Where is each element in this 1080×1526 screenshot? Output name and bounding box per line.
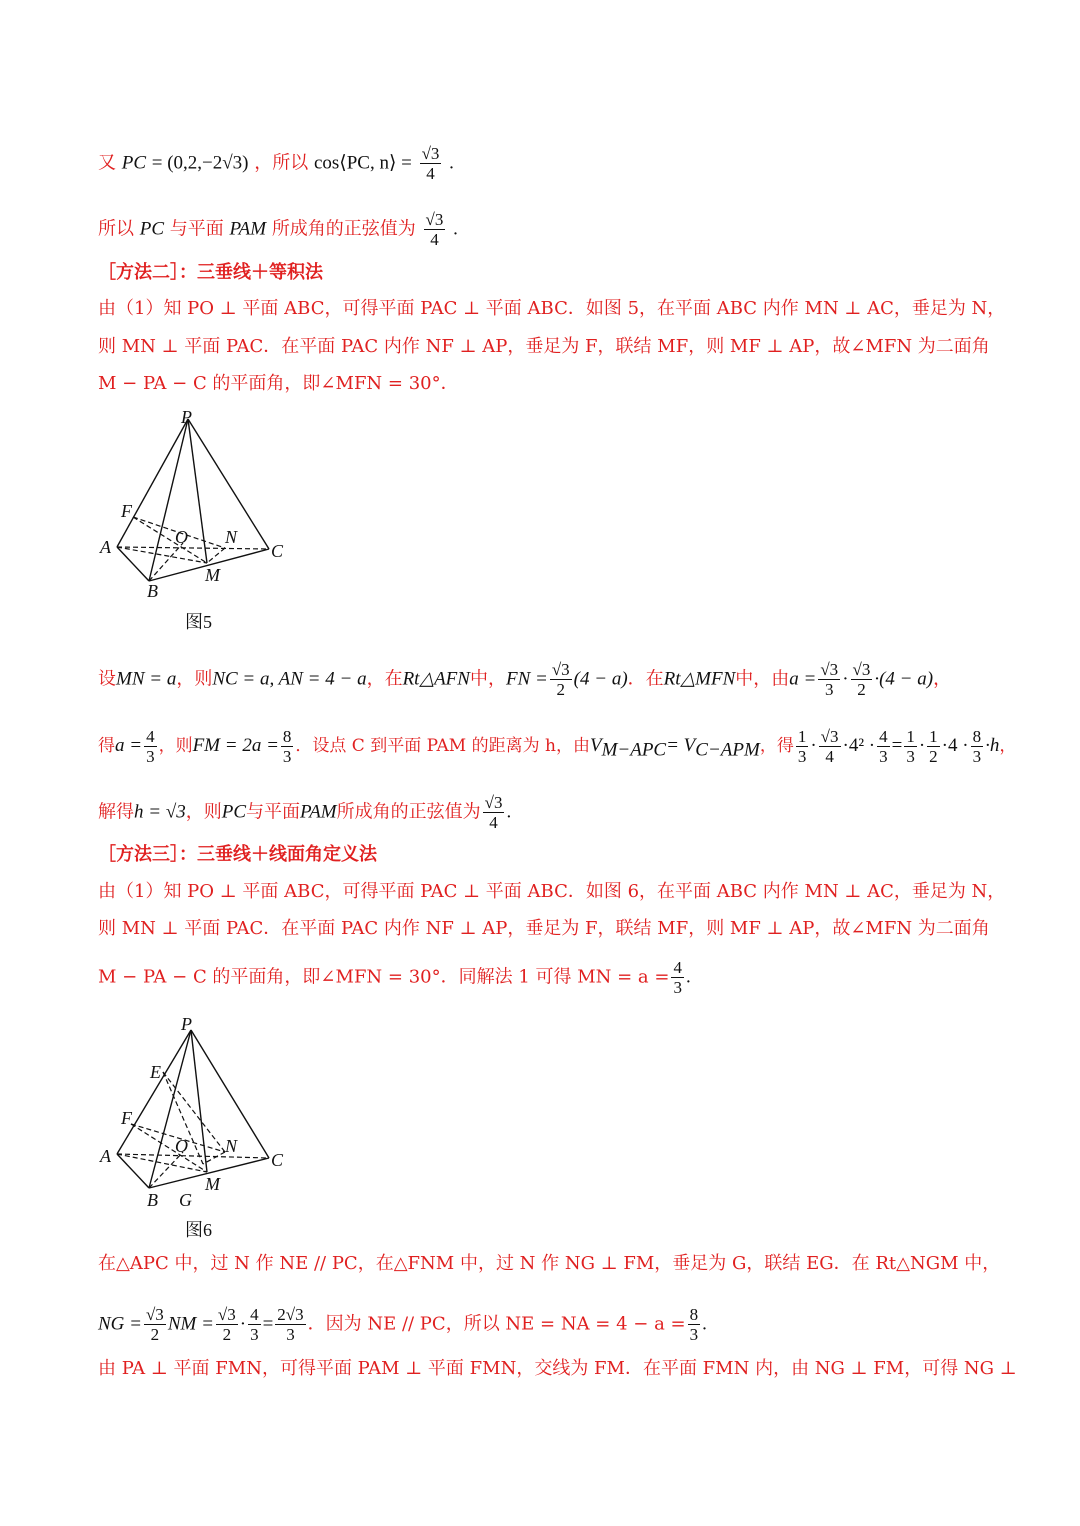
label-p: P [181,1014,192,1034]
line-pc-vector: 又 PC = (0,2,−2√3) ，所以 cos⟨PC, n⟩ = $\frac{√3}{4}$ . [98,144,454,183]
figure-5-caption: 图5 [185,612,212,632]
label-o: O [175,527,188,547]
para3-line1: 由（1）知 PO ⊥ 平面 ABC，可得平面 PAC ⊥ 平面 ABC．如图 6，在平面 ABC 内作 MN ⊥ AC，垂足为 N， [98,881,1006,902]
label-c: C [271,541,284,561]
label-a: A [100,537,111,557]
para2-line3: M − PA − C 的平面角，即∠MFN = 30°． [98,373,459,394]
para3-line3: M − PA − C 的平面角，即∠MFN = 30°．同解法 1 可得 MN = a = $\frac{4}{3}$ . [98,958,691,997]
para4-line1: 在△APC 中，过 N 作 NE // PC，在△FNM 中，过 N 作 NG ⊥ FM，垂足为 G，联结 EG．在 Rt△NGM 中， [98,1253,1001,1274]
equation-line-2: 得a = $\frac{4}{3}$ ，则FM = 2a = $\frac{8}{3}$ ．设点 C 到平面 PAM 的距离为 h，由$V_{M-APC}= V_{C-APM}$，得 $\frac{1}{3}$ · $\frac{√3}{4}$ ·4² · $\frac{4}{3}$ = $\frac{1}{3}$ · $\frac{1}{2}$ ·4 · $\frac{8}{3}$ ·h， [98,727,1017,766]
label-a: A [100,1146,111,1166]
method-3-heading: ［方法三］：三垂线＋线面角定义法 [98,844,377,865]
fraction: $\frac{√3}{4}$ [425,210,444,249]
fraction: $\frac{√3}{4}$ [421,144,440,183]
label-f: F [121,1108,132,1128]
label-e: E [150,1062,161,1082]
para5-line1: 由 PA ⊥ 平面 FMN，可得平面 PAM ⊥ 平面 FMN，交线为 FM．在平面 FMN 内，由 NG ⊥ FM，可得 NG ⊥ [98,1358,1017,1379]
method-2-heading: ［方法二］：三垂线＋等积法 [98,262,323,283]
equation-line-4: NG = $\frac{√3}{2}$ NM = $\frac{√3}{2}$ · $\frac{4}{3}$ = $\frac{2√3}{3}$ ．因为 NE // PC，所以 NE = NA = 4 − a = $\frac{8}{3}$ . [98,1305,707,1344]
label-b: B [147,581,158,601]
para2-line2: 则 MN ⊥ 平面 PAC．在平面 PAC 内作 NF ⊥ AP，垂足为 F，联结 MF，则 MF ⊥ AP，故∠MFN 为二面角 [98,336,990,357]
para3-line2: 则 MN ⊥ 平面 PAC．在平面 PAC 内作 NF ⊥ AP，垂足为 F，联结 MF，则 MF ⊥ AP，故∠MFN 为二面角 [98,918,990,939]
label-m: M [205,565,220,585]
para2-line1: 由（1）知 PO ⊥ 平面 ABC，可得平面 PAC ⊥ 平面 ABC．如图 5，在平面 ABC 内作 MN ⊥ AC，垂足为 N， [98,298,1006,319]
figure-5-pyramid [95,405,295,605]
label-p: P [181,407,192,427]
label-c: C [271,1150,284,1170]
label-f: F [121,501,132,521]
label-g: G [179,1190,192,1210]
label-m: M [205,1174,220,1194]
figure-6-pyramid [95,1012,295,1212]
label-o: O [175,1136,188,1156]
equation-line-1: 设MN = a，则NC = a, AN = 4 − a，在Rt△AFN中，FN = $\frac{√3}{2}$ (4 − a)．在Rt△MFN中，由a = $\frac{√3}{3}$ · $\frac{√3}{2}$ ·(4 − a)， [98,660,952,699]
line-sine-result-1: 所以 PC 与平面 PAM 所成角的正弦值为 $\frac{√3}{4}$ . [98,210,458,249]
equation-line-3: 解得h = √3，则PC与平面PAM所成角的正弦值为 $\frac{√3}{4}$ . [98,793,512,832]
figure-6-caption: 图6 [185,1220,212,1240]
label-n: N [225,527,238,547]
label-n: N [225,1136,238,1156]
label-b: B [147,1190,158,1210]
